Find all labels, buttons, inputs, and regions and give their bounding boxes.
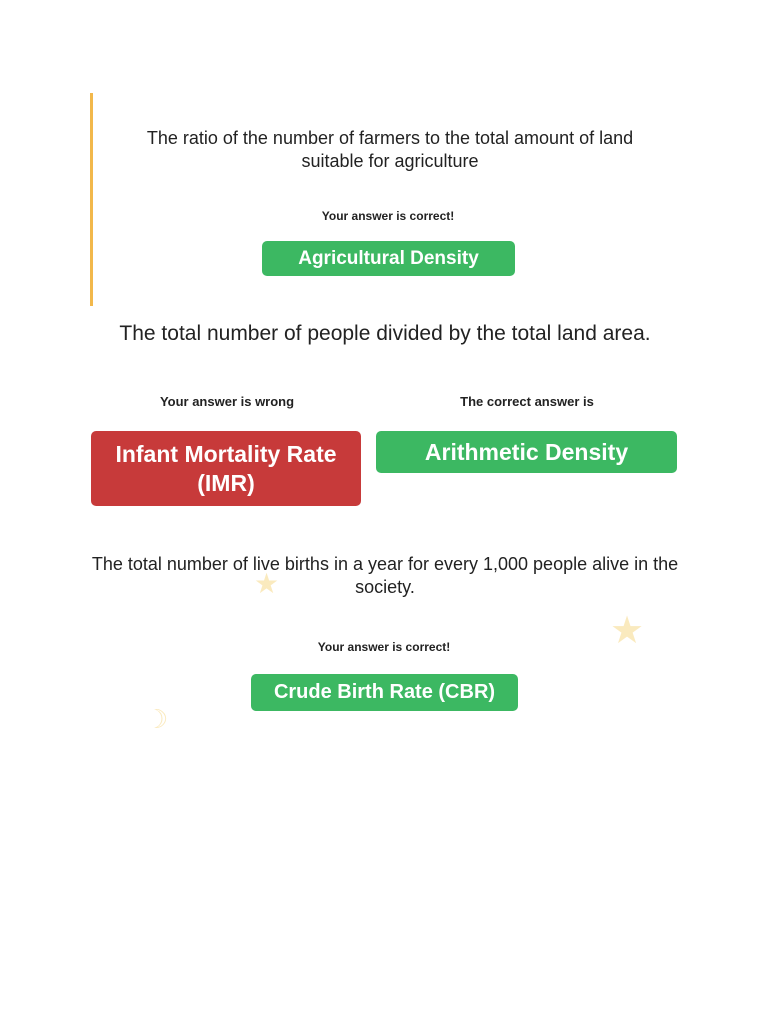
question-3-correct-answer-button[interactable]: Crude Birth Rate (CBR)	[251, 674, 518, 711]
question-1-prompt: The ratio of the number of farmers to the total amount of land suitable for agriculture	[146, 128, 634, 172]
star-icon: ★	[610, 610, 645, 652]
banana-icon: ☽	[145, 704, 169, 734]
question-3-feedback: Your answer is correct!	[317, 640, 451, 654]
question-2-wrong-feedback: Your answer is wrong	[159, 394, 295, 409]
star-icon: ★	[254, 568, 280, 599]
question-2-correct-feedback: The correct answer is	[460, 394, 594, 409]
question-2-correct-answer-button[interactable]: Arithmetic Density	[376, 431, 677, 473]
question-1-feedback: Your answer is correct!	[321, 209, 455, 223]
question-2-prompt: The total number of people divided by the total land area.	[119, 322, 651, 345]
question-accent-bar	[90, 93, 93, 306]
question-3-prompt: The total number of live births in a year for every 1,000 people alive in the society.	[91, 554, 679, 598]
question-1-correct-answer-button[interactable]: Agricultural Density	[262, 241, 515, 276]
question-2-selected-wrong-answer-button[interactable]: Infant Mortality Rate (IMR)	[91, 431, 361, 506]
